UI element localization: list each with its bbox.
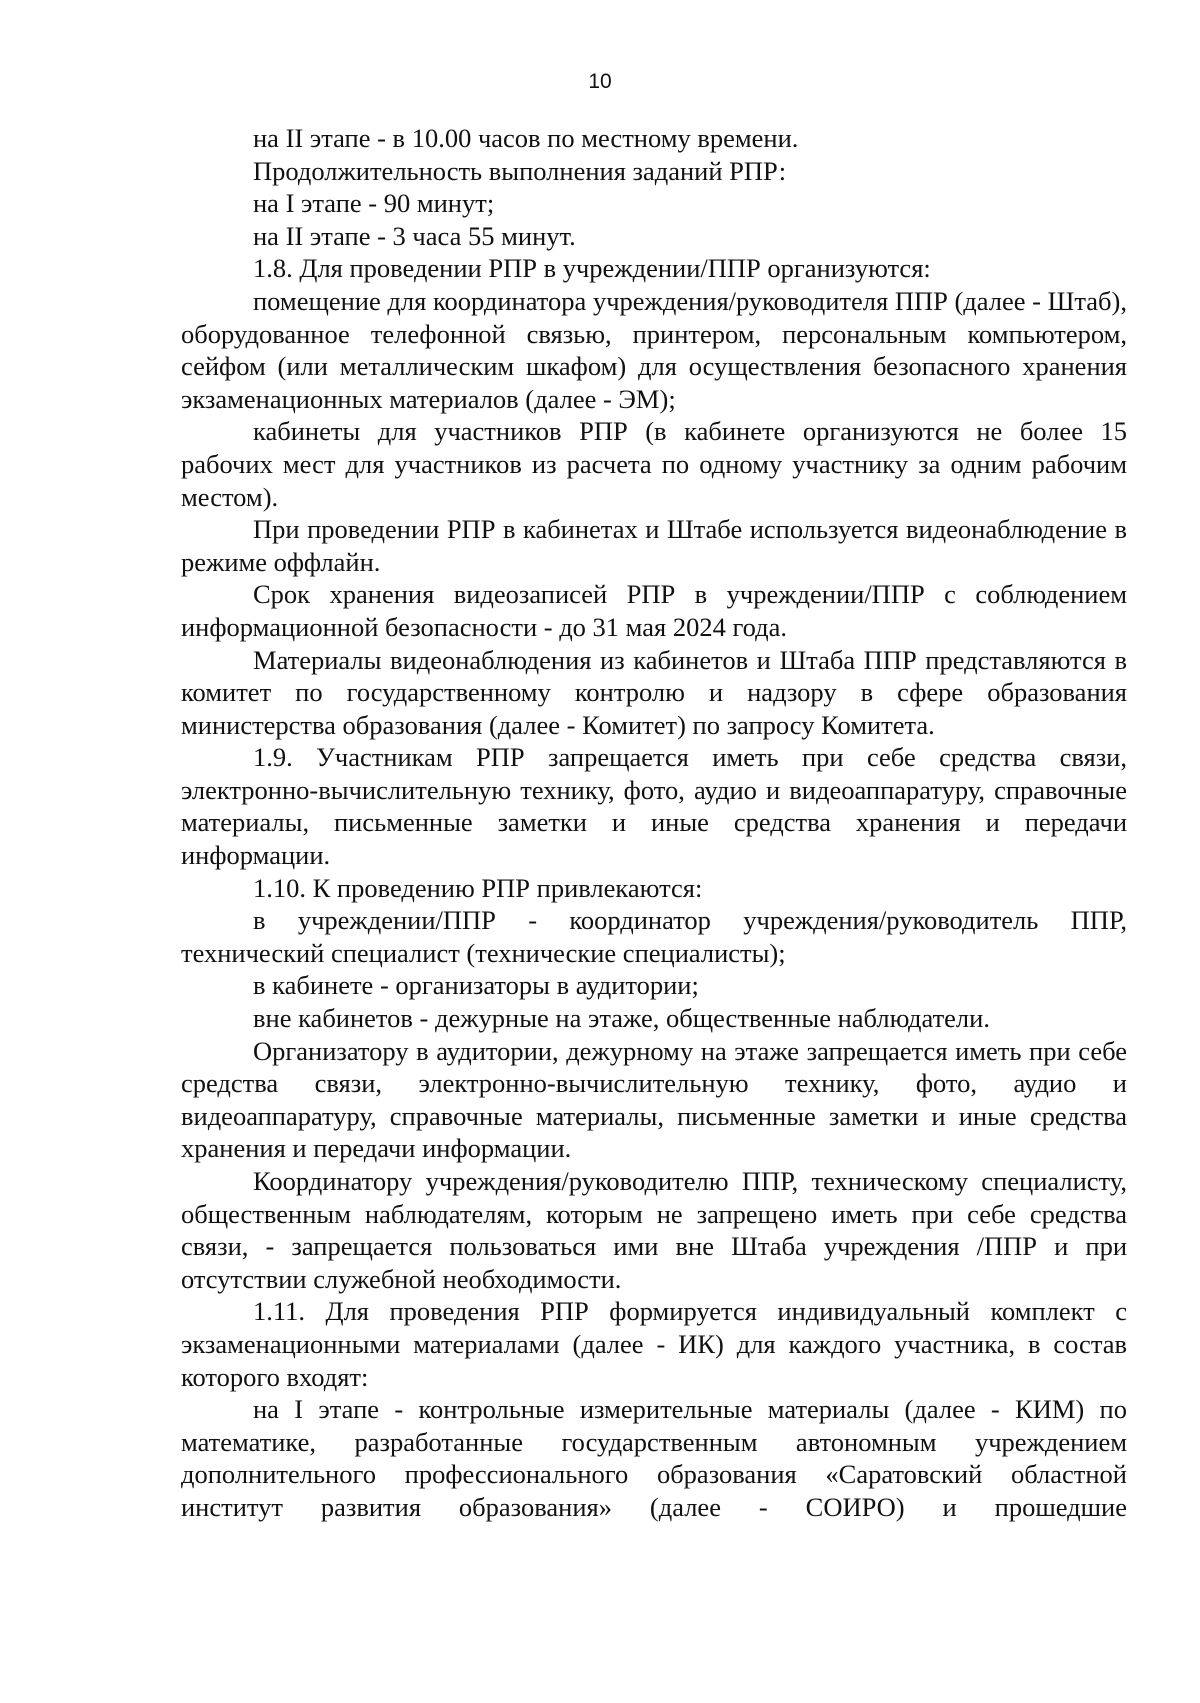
paragraph: на I этапе - 90 минут;: [253, 188, 495, 219]
section-heading-1-10: 1.10. К проведению РПР привлекаются:: [253, 872, 703, 903]
document-body: [181, 122, 1127, 1524]
paragraph: При проведении РПР в кабинетах и Штабе используется видеонаблюдение в режиме оффлайн.: [181, 514, 1127, 577]
paragraph: в учреждении/ППР - координатор учреждения/руководитель ППР, технический специалист (технические специалисты);: [181, 905, 1127, 968]
paragraph: Организатору в аудитории, дежурному на этаже запрещается иметь при себе средства связи, электронно-вычислительную технику, фото, аудио и видеоаппаратуру, справочные материалы, письменные заметки и иные средства хранения и передачи информации.: [181, 1035, 1127, 1164]
paragraph: вне кабинетов - дежурные на этаже, общественные наблюдатели.: [253, 1003, 990, 1034]
paragraph: Срок хранения видеозаписей РПР в учреждении/ППР с соблюдением информационной безопасности - до 31 мая 2024 года.: [181, 579, 1127, 642]
paragraph: кабинеты для участников РПР (в кабинете организуются не более 15 рабочих мест для участников из расчета по одному участнику за одним рабочим местом).: [181, 416, 1127, 512]
paragraph: Продолжительность выполнения заданий РПР:: [253, 155, 787, 186]
paragraph: на I этапе - контрольные измерительные материалы (далее - КИМ) по математике, разработанные государственным автономным учреждением дополнительного профессионального образования «Саратовский областной институт развития образования» (далее - СОИРО) и прошедшие: [181, 1394, 1127, 1522]
paragraph: в кабинете - организаторы в аудитории;: [253, 970, 699, 1001]
section-heading-1-8: 1.8. Для проведении РПР в учреждении/ППР организуются:: [253, 253, 931, 284]
paragraph: на II этапе - 3 часа 55 минут.: [253, 220, 576, 251]
paragraph: помещение для координатора учреждения/руководителя ППР (далее - Штаб), оборудованное телефонной связью, принтером, персональным компьютером, сейфом (или металлическим шкафом) для осуществления безопасного хранения экзаменационных материалов (далее - ЭМ);: [181, 285, 1127, 414]
section-paragraph-1-9: 1.9. Участникам РПР запрещается иметь при себе средства связи, электронно-вычислительную технику, фото, аудио и видеоаппаратуру, справочные материалы, письменные заметки и иные средства хранения и передачи информации.: [181, 742, 1127, 871]
paragraph: на II этапе - в 10.00 часов по местному времени.: [253, 123, 799, 153]
page-number: 10: [588, 70, 612, 93]
section-paragraph-1-11: 1.11. Для проведения РПР формируется индивидуальный комплект с экзаменационными материалами (далее - ИК) для каждого участника, в состав которого входят:: [181, 1296, 1127, 1392]
paragraph: Координатору учреждения/руководителю ППР, техническому специалисту, общественным наблюдателям, которым не запрещено иметь при себе средства связи, - запрещается пользоваться ими вне Штаба учреждения /ППР и при отсутствии служебной необходимости.: [181, 1166, 1127, 1294]
paragraph: Материалы видеонаблюдения из кабинетов и Штаба ППР представляются в комитет по государственному контролю и надзору в сфере образования министерства образования (далее - Комитет) по запросу Комитета.: [181, 644, 1127, 740]
